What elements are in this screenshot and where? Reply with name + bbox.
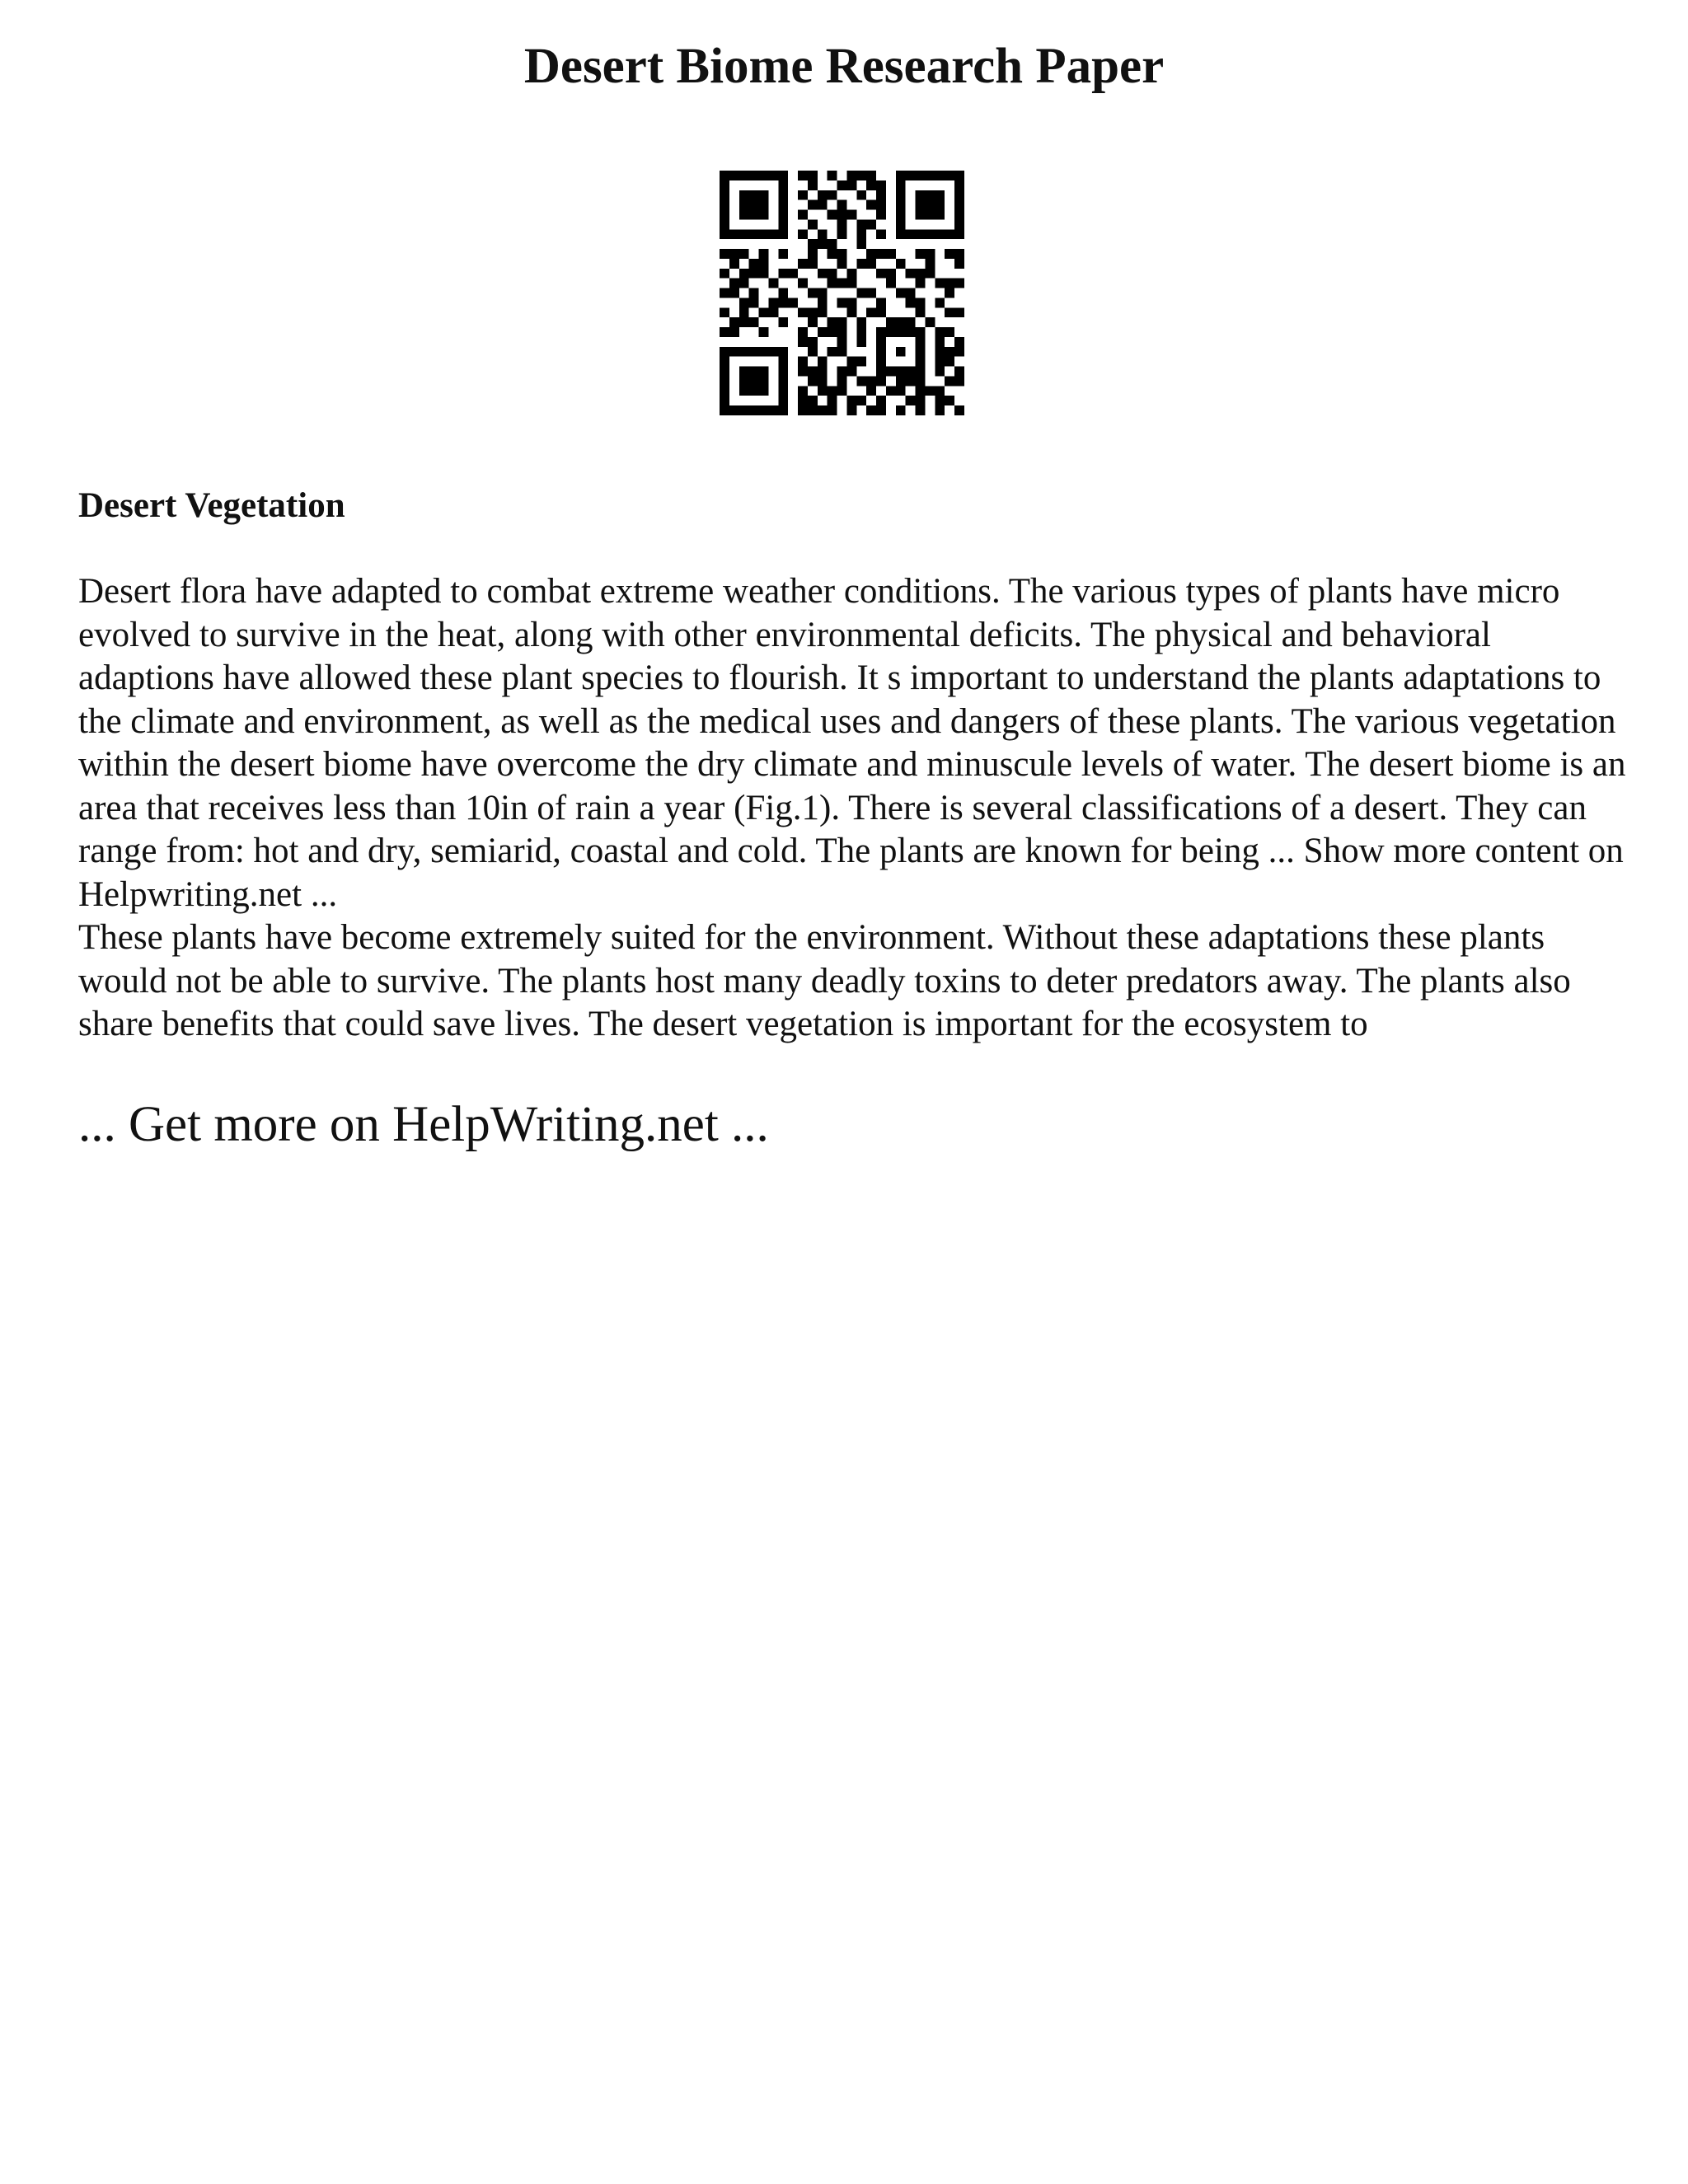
qr-code-icon: [720, 171, 964, 415]
section-heading: Desert Vegetation: [78, 486, 345, 525]
get-more-link[interactable]: ... Get more on HelpWriting.net ...: [78, 1097, 769, 1152]
paragraph-2: These plants have become extremely suited for the environment. Without these adaptations these plants would not be able to survive. The plants host many deadly toxins to deter predators away. The plants also share benefits that could save lives. The desert vegetation is important for the ecosystem to: [78, 918, 1571, 1043]
paragraph-1: Desert flora have adapted to combat extreme weather conditions. The various types of plants have micro evolved to survive in the heat, along with other environmental deficits. The physical and behavioral adaptions have allowed these plant species to flourish. It s important to understand the plants adaptations to the climate and environment, as well as the medical uses and dangers of these plants. The various vegetation within the desert biome have overcome the dry climate and minuscule levels of water. The desert biome is an area that receives less than 10in of rain a year (Fig.1). There is several classifications of a desert. They can range from: hot and dry, semiarid, coastal and cold. The plants are known for being ... Show more content on Helpwriting.net ...: [78, 572, 1626, 914]
body-text: [78, 570, 1628, 1047]
page-title: Desert Biome Research Paper: [523, 39, 1165, 94]
